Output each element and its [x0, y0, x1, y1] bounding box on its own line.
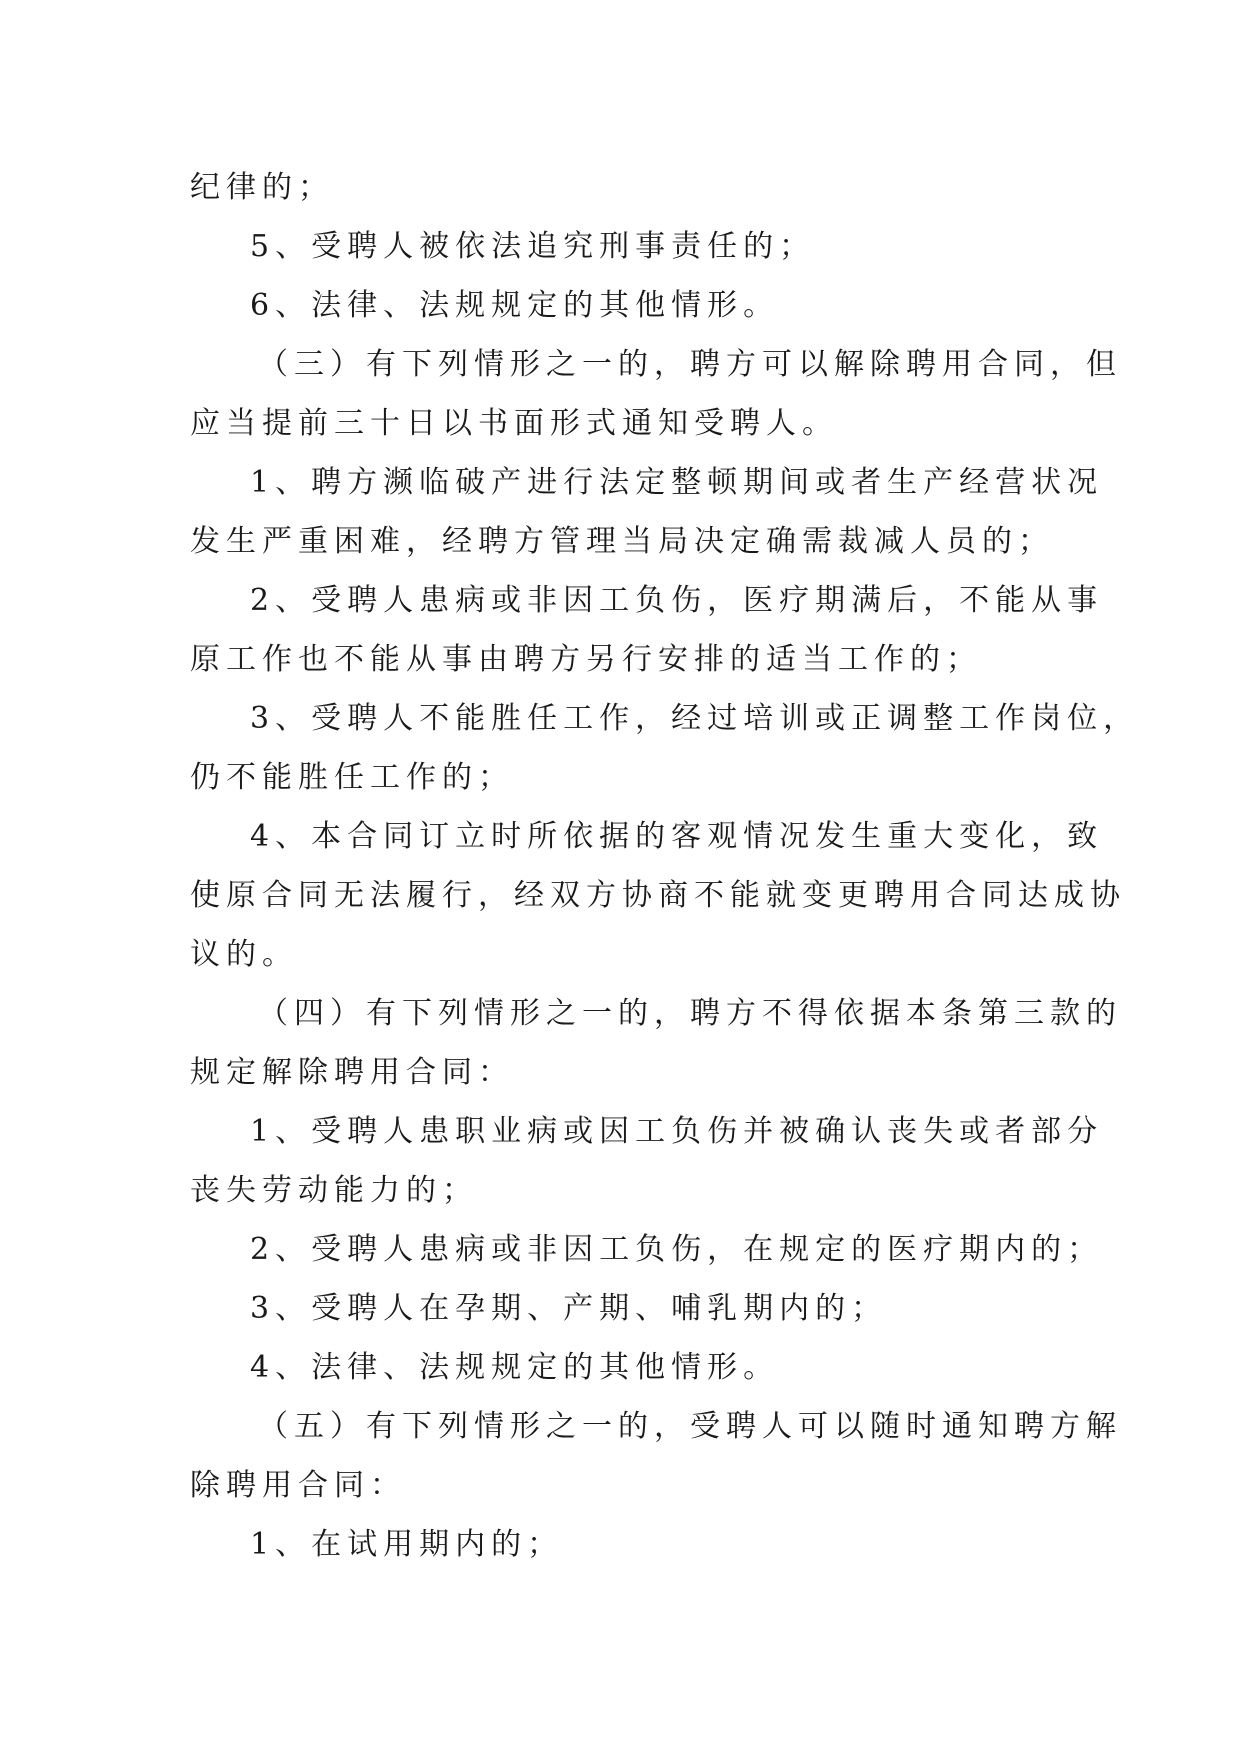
- text-line: 1、聘方濒临破产进行法定整顿期间或者生产经营状况: [250, 465, 1104, 500]
- text-line: 3、受聘人不能胜任工作，经过培训或正调整工作岗位，: [250, 701, 1140, 736]
- text-line: 规定解除聘用合同：: [190, 1055, 514, 1090]
- text-line: 应当提前三十日以书面形式通知受聘人。: [190, 406, 838, 441]
- text-line: 议的。: [190, 937, 298, 972]
- text-line: 发生严重困难，经聘方管理当局决定确需裁减人员的；: [190, 524, 1054, 559]
- text-line: 除聘用合同：: [190, 1468, 406, 1503]
- text-line: 纪律的；: [190, 170, 334, 205]
- text-line: 4、法律、法规规定的其他情形。: [250, 1350, 780, 1385]
- text-line: 5、受聘人被依法追究刑事责任的；: [250, 229, 816, 264]
- text-line: 1、受聘人患职业病或因工负伤并被确认丧失或者部分: [250, 1114, 1104, 1149]
- text-line: 4、本合同订立时所依据的客观情况发生重大变化，致: [250, 819, 1104, 854]
- text-line: 2、受聘人患病或非因工负伤，医疗期满后，不能从事: [250, 583, 1104, 618]
- text-line: 2、受聘人患病或非因工负伤，在规定的医疗期内的；: [250, 1232, 1104, 1267]
- text-line: （三）有下列情形之一的，聘方可以解除聘用合同，但: [258, 347, 1122, 382]
- text-line: 3、受聘人在孕期、产期、哺乳期内的；: [250, 1291, 888, 1326]
- text-line: 6、法律、法规规定的其他情形。: [250, 288, 780, 323]
- text-line: 1、在试用期内的；: [250, 1527, 564, 1562]
- text-line: （四）有下列情形之一的，聘方不得依据本条第三款的: [258, 996, 1122, 1031]
- text-line: 仍不能胜任工作的；: [190, 760, 514, 795]
- text-line: 丧失劳动能力的；: [190, 1173, 478, 1208]
- text-line: 使原合同无法履行，经双方协商不能就变更聘用合同达成协: [190, 878, 1126, 913]
- text-line: 原工作也不能从事由聘方另行安排的适当工作的；: [190, 642, 982, 677]
- text-line: （五）有下列情形之一的，受聘人可以随时通知聘方解: [258, 1409, 1122, 1444]
- document-body: [190, 158, 1140, 1574]
